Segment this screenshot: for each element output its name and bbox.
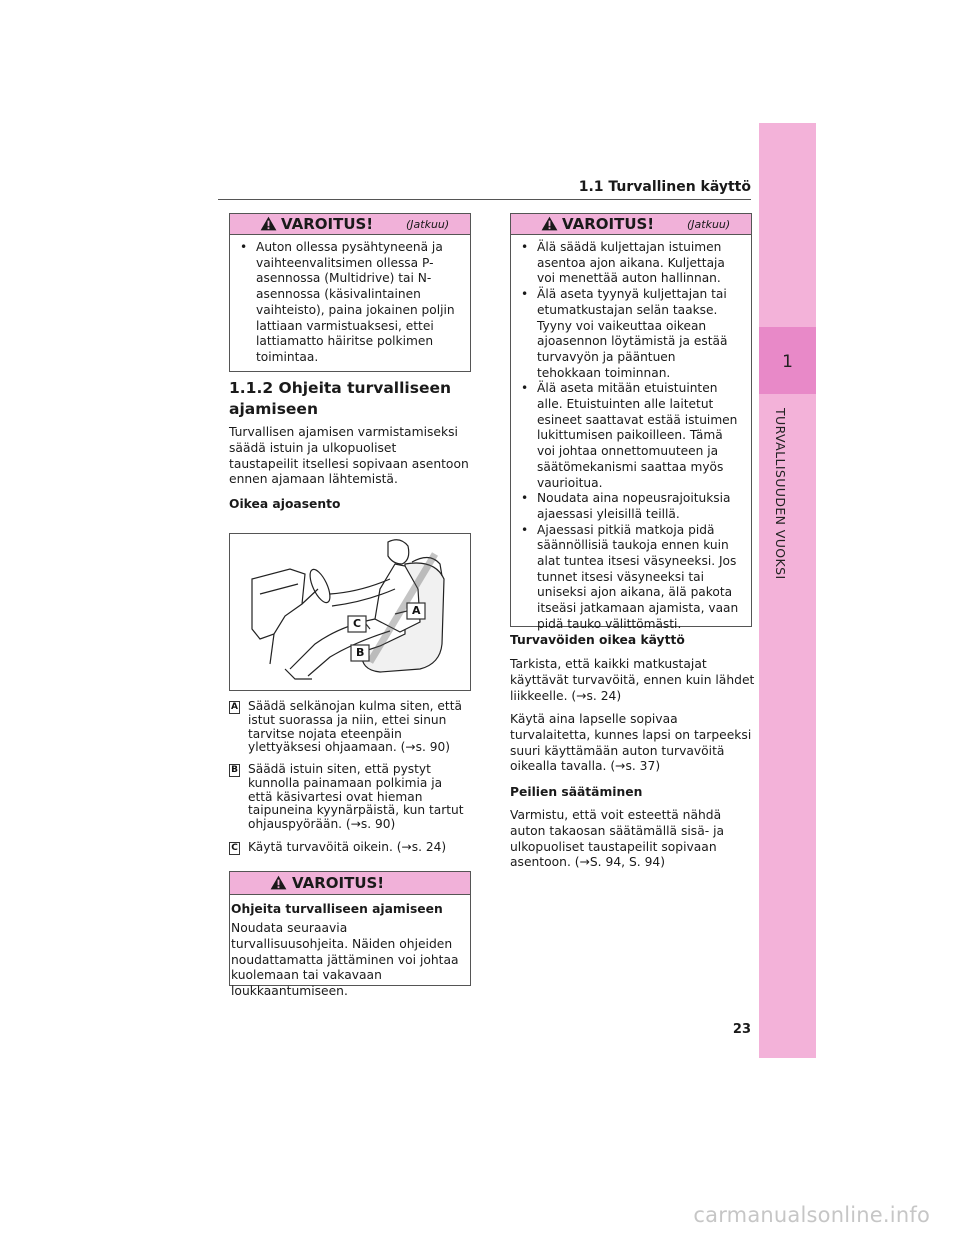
bullet: • (521, 381, 529, 396)
warning-header (230, 872, 470, 895)
step-label: C (229, 842, 240, 855)
warning-header (230, 214, 470, 235)
driver-seat-drawing (230, 534, 470, 690)
seatbelt-paragraph-1: Tarkista, että kaikki matkustajat käyttävät turvavöitä, ennen kuin lähdet liikkeelle. (→s. 24) (510, 657, 755, 703)
warning-list (521, 240, 743, 633)
page-header-title: 1.1 Turvallinen käyttö (578, 179, 751, 195)
warning-triangle-icon (260, 216, 277, 231)
seatbelt-paragraph-2: Käytä aina lapselle sopivaa turvalaitetta, kunnes lapsi on tarpeeksi suuri käyttämään auton turvavöitä oikealla tavalla. (→s. 37) (510, 712, 752, 774)
step-b (229, 763, 469, 835)
warning-title: VAROITUS! (281, 215, 374, 233)
seatbelt-heading: Turvavöiden oikea käyttö (510, 633, 685, 647)
warning-box-main (229, 871, 471, 999)
warning-box-continued-right (510, 213, 752, 631)
bullet: • (521, 522, 529, 537)
bullet: • (521, 287, 529, 302)
warning-title: VAROITUS! (562, 215, 655, 233)
figure-label-c: C (353, 617, 362, 630)
step-a (229, 700, 469, 758)
warning-continued-label: (Jatkuu) (406, 218, 450, 231)
warning-list-item: • Auton ollessa pysähtyneenä ja vaihteenvalitsimen ollessa P-asennossa (Multidrive) tai N-asennossa (käsivalintainen vaihteisto), paina jokainen poljin lattiaan varmistuaksesi, ettei lattiamatto häiritse polkimen toimintaa. (240, 240, 455, 364)
warning-list-item: • Noudata aina nopeusrajoituksia ajaessasi yleisillä teillä. (521, 491, 731, 521)
chapter-number: 1 (782, 352, 793, 372)
mirrors-paragraph: Varmistu, että voit esteettä nähdä auton takaosan säätämällä sisä- ja ulkopuoliset taustapeilit sopivaan asentoon. (→S. 94, S. 94) (510, 808, 725, 870)
step-text: Käytä turvavöitä oikein. (→s. 24) (248, 840, 447, 854)
warning-list-item: • Älä säädä kuljettajan istuimen asentoa ajon aikana. Kuljettaja voi menettää auton hallinnan. (521, 240, 725, 286)
warning-list-item: • Ajaessasi pitkiä matkoja pidä säännöllisiä taukoja ennen kuin alat tuntea itsesi väsyneeksi. Jos tunnet itsesi väsyneeksi tai uniseksi ajon aikana, älä pakota itseäsi jatkamaan ajamista, vaan pidä tauko välittömästi. (521, 522, 739, 631)
chapter-title-vertical: TURVALLISUUDEN VUOKSI (773, 408, 788, 580)
driving-position-illustration (229, 533, 471, 691)
mirrors-heading: Peilien säätäminen (510, 785, 643, 799)
step-text: Säädä istuin siten, että pystyt kunnolla painamaan polkimia ja että käsivartesi ovat hieman taipuneina kyynärpäistä, kun tartut ohjauspyörään. (→s. 90) (248, 762, 464, 832)
bullet: • (521, 491, 529, 506)
section-intro: Turvallisen ajamisen varmistamiseksi säädä istuin ja ulkopuoliset taustapeilit itsellesi sopivaan asentoon ennen ajamaan lähtemistä. (229, 425, 469, 487)
section-heading: 1.1.2 Ohjeita turvalliseen ajamiseen (229, 379, 452, 418)
figure-label-a: A (412, 604, 421, 617)
warning-list (240, 240, 462, 366)
step-text: Säädä selkänojan kulma siten, että istut suorassa ja niin, ettei sinun tarvitse nojata eteenpäin ylettyäksesi ohjaamaan. (→s. 90) (248, 699, 462, 755)
bullet: • (521, 240, 529, 254)
step-c (229, 841, 469, 857)
step-label: B (229, 764, 240, 777)
chapter-side-tab (759, 123, 816, 1058)
warning-subheading: Ohjeita turvalliseen ajamiseen (231, 902, 443, 916)
page-number: 23 (732, 1022, 751, 1037)
warning-text: Noudata seuraavia turvallisuusohjeita. Näiden ohjeiden noudattamatta jättäminen voi johtaa kuolemaan tai vakavaan loukkaantumiseen. (231, 921, 459, 999)
figure-label-b: B (356, 646, 365, 659)
warning-continued-label: (Jatkuu) (687, 218, 731, 231)
warning-triangle-icon (541, 216, 558, 231)
bullet: • (240, 240, 248, 254)
warning-triangle-icon (270, 875, 287, 890)
driving-position-subheading: Oikea ajoasento (229, 497, 341, 511)
warning-list-item: • Älä aseta mitään etuistuinten alle. Etuistuinten alle laitetut esineet saattavat estää istuimen lukittumisen paikoilleen. Tämä voi johtaa onnettomuuteen ja säätömekanismi saattaa myös vaurioitua. (521, 381, 738, 490)
warning-title: VAROITUS! (292, 874, 385, 892)
watermark: carmanualsonline.info (693, 1203, 930, 1227)
warning-list-item: • Älä aseta tyynyä kuljettajan tai etumatkustajan selän taakse. Tyyny voi vaikeuttaa oikean ajoasennon löytämistä ja estää turvavyön ja pääntuen tehokkaan toiminnan. (521, 287, 728, 380)
header-divider (218, 199, 751, 200)
step-label: A (229, 701, 240, 714)
warning-header (511, 214, 751, 235)
warning-box-continued-left (229, 213, 471, 372)
